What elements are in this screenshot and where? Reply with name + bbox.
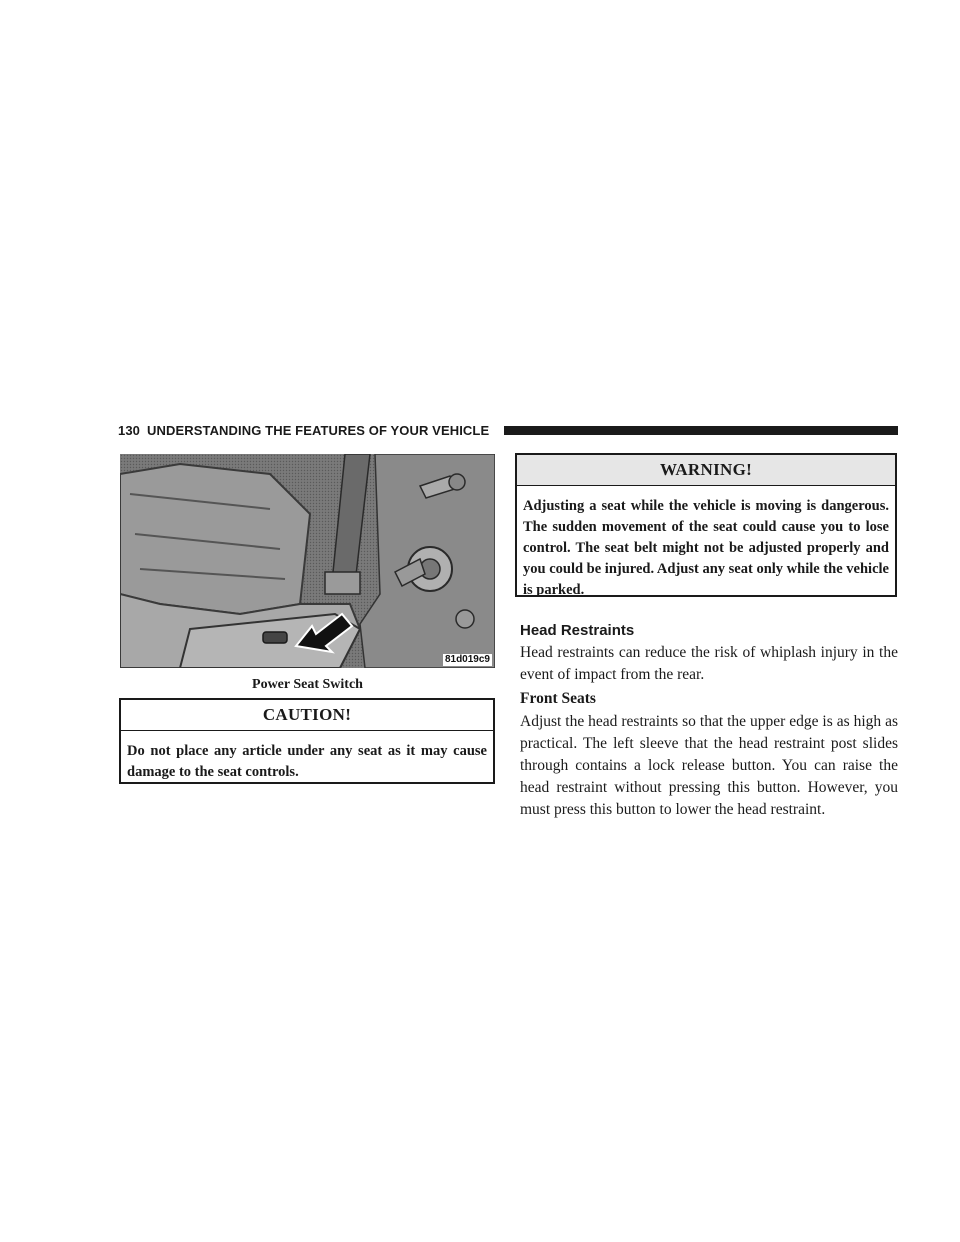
section-heading-head-restraints: Head Restraints [520,622,635,639]
running-header [118,420,898,440]
subheading-front-seats: Front Seats [520,690,596,707]
warning-title: WARNING! [517,455,895,486]
caution-body: Do not place any article under any seat as it may cause damage to the seat controls. [127,743,487,780]
warning-body: Adjusting a seat while the vehicle is moving is dangerous. The sudden movement of the seat could cause you to lose control. The seat belt might not be adjusted properly and you could be injured. Adjust any seat only while the vehicle is parked. [523,498,889,598]
head-restraints-intro: Head restraints can reduce the risk of whiplash injury in the event of impact from the rear. [520,644,898,683]
power-seat-switch-figure [120,454,495,668]
page-number: 130 [118,422,140,438]
seat-illustration [120,454,495,668]
warning-box [515,453,897,597]
header-text [118,423,496,438]
figure-code: 81d019c9 [444,654,490,665]
front-seats-body: Adjust the head restraints so that the upper edge is as high as practical. The left sleeve that the head restraint post slides through contains a lock release button. You can raise the head restraint without pressing this button. However, you must press this button to lower the head restraint. [520,713,898,818]
header-title: UNDERSTANDING THE FEATURES OF YOUR VEHICLE [147,422,490,438]
header-rule [504,426,898,435]
caution-box [119,698,495,784]
caution-title: CAUTION! [121,700,493,731]
figure-caption: Power Seat Switch [252,677,363,692]
